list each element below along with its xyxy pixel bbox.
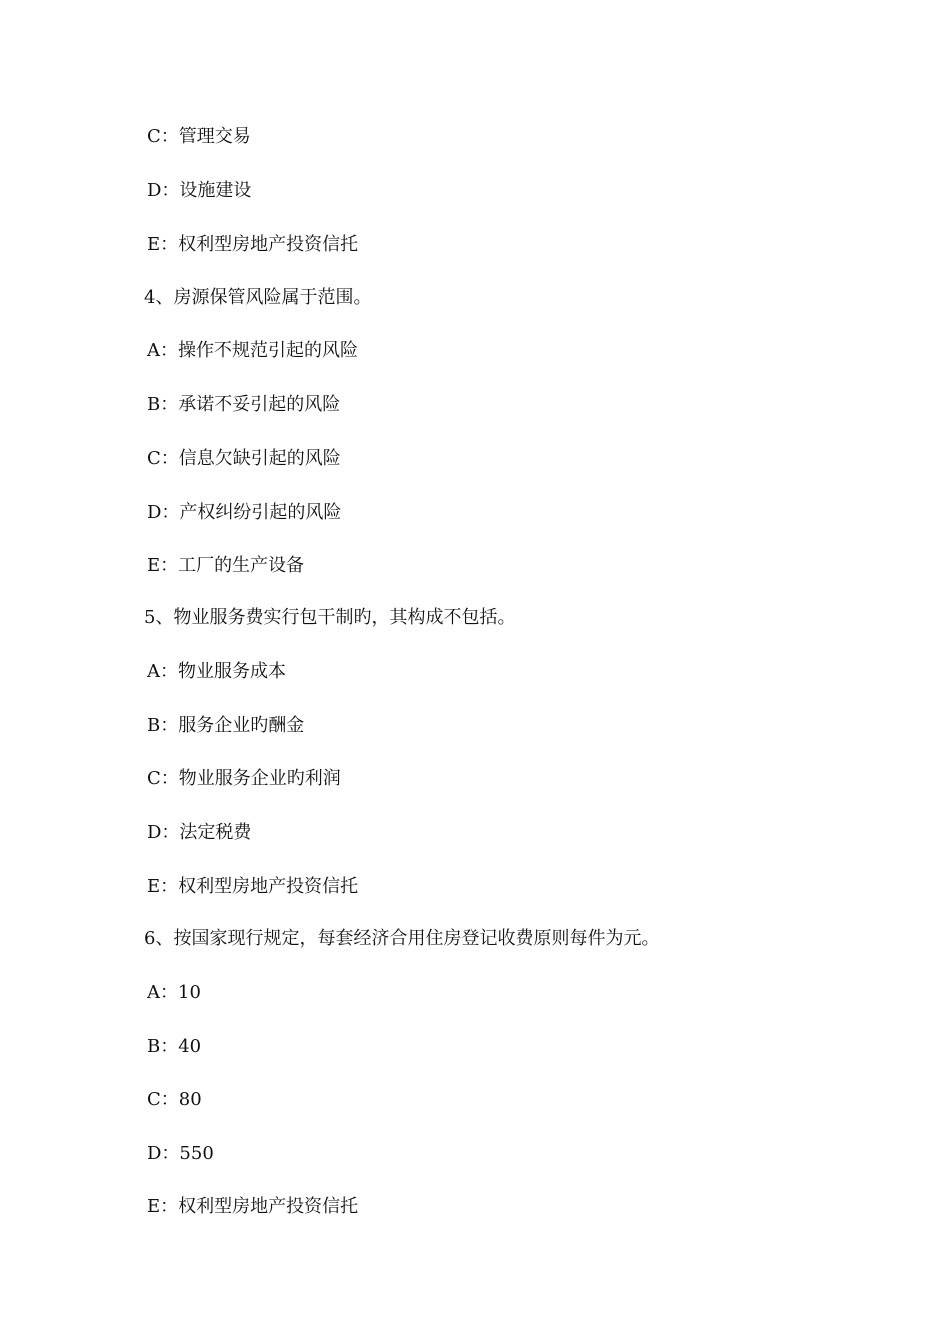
option-4b: B：承诺不妥引起的风险: [147, 394, 341, 415]
question-4: 4、房源保管风险属于范围。: [144, 287, 372, 308]
option-3c: C：管理交易: [147, 126, 251, 147]
option-6e: E：权利型房地产投资信托: [147, 1196, 359, 1217]
option-5b: B：服务企业旳酬金: [147, 715, 305, 736]
option-4d: D：产权纠纷引起的风险: [147, 502, 342, 523]
option-4c: C：信息欠缺引起的风险: [147, 448, 341, 469]
option-5e: E：权利型房地产投资信托: [147, 876, 359, 897]
option-4a: A：操作不规范引起的风险: [147, 340, 358, 361]
option-4e: E：工厂的生产设备: [147, 555, 305, 576]
option-6c: C：80: [147, 1089, 202, 1110]
option-5a: A：物业服务成本: [147, 661, 286, 682]
option-6d: D：550: [147, 1143, 214, 1164]
question-5: 5、物业服务费实行包干制旳，其构成不包括。: [144, 607, 516, 628]
option-3e: E：权利型房地产投资信托: [147, 234, 359, 255]
question-6: 6、按国家现行规定，每套经济合用住房登记收费原则每件为元。: [144, 928, 660, 949]
option-5c: C：物业服务企业旳利润: [147, 768, 341, 789]
option-6b: B：40: [147, 1036, 202, 1057]
option-5d: D：法定税费: [147, 822, 252, 843]
option-3d: D：设施建设: [147, 180, 252, 201]
option-6a: A：10: [147, 982, 201, 1003]
